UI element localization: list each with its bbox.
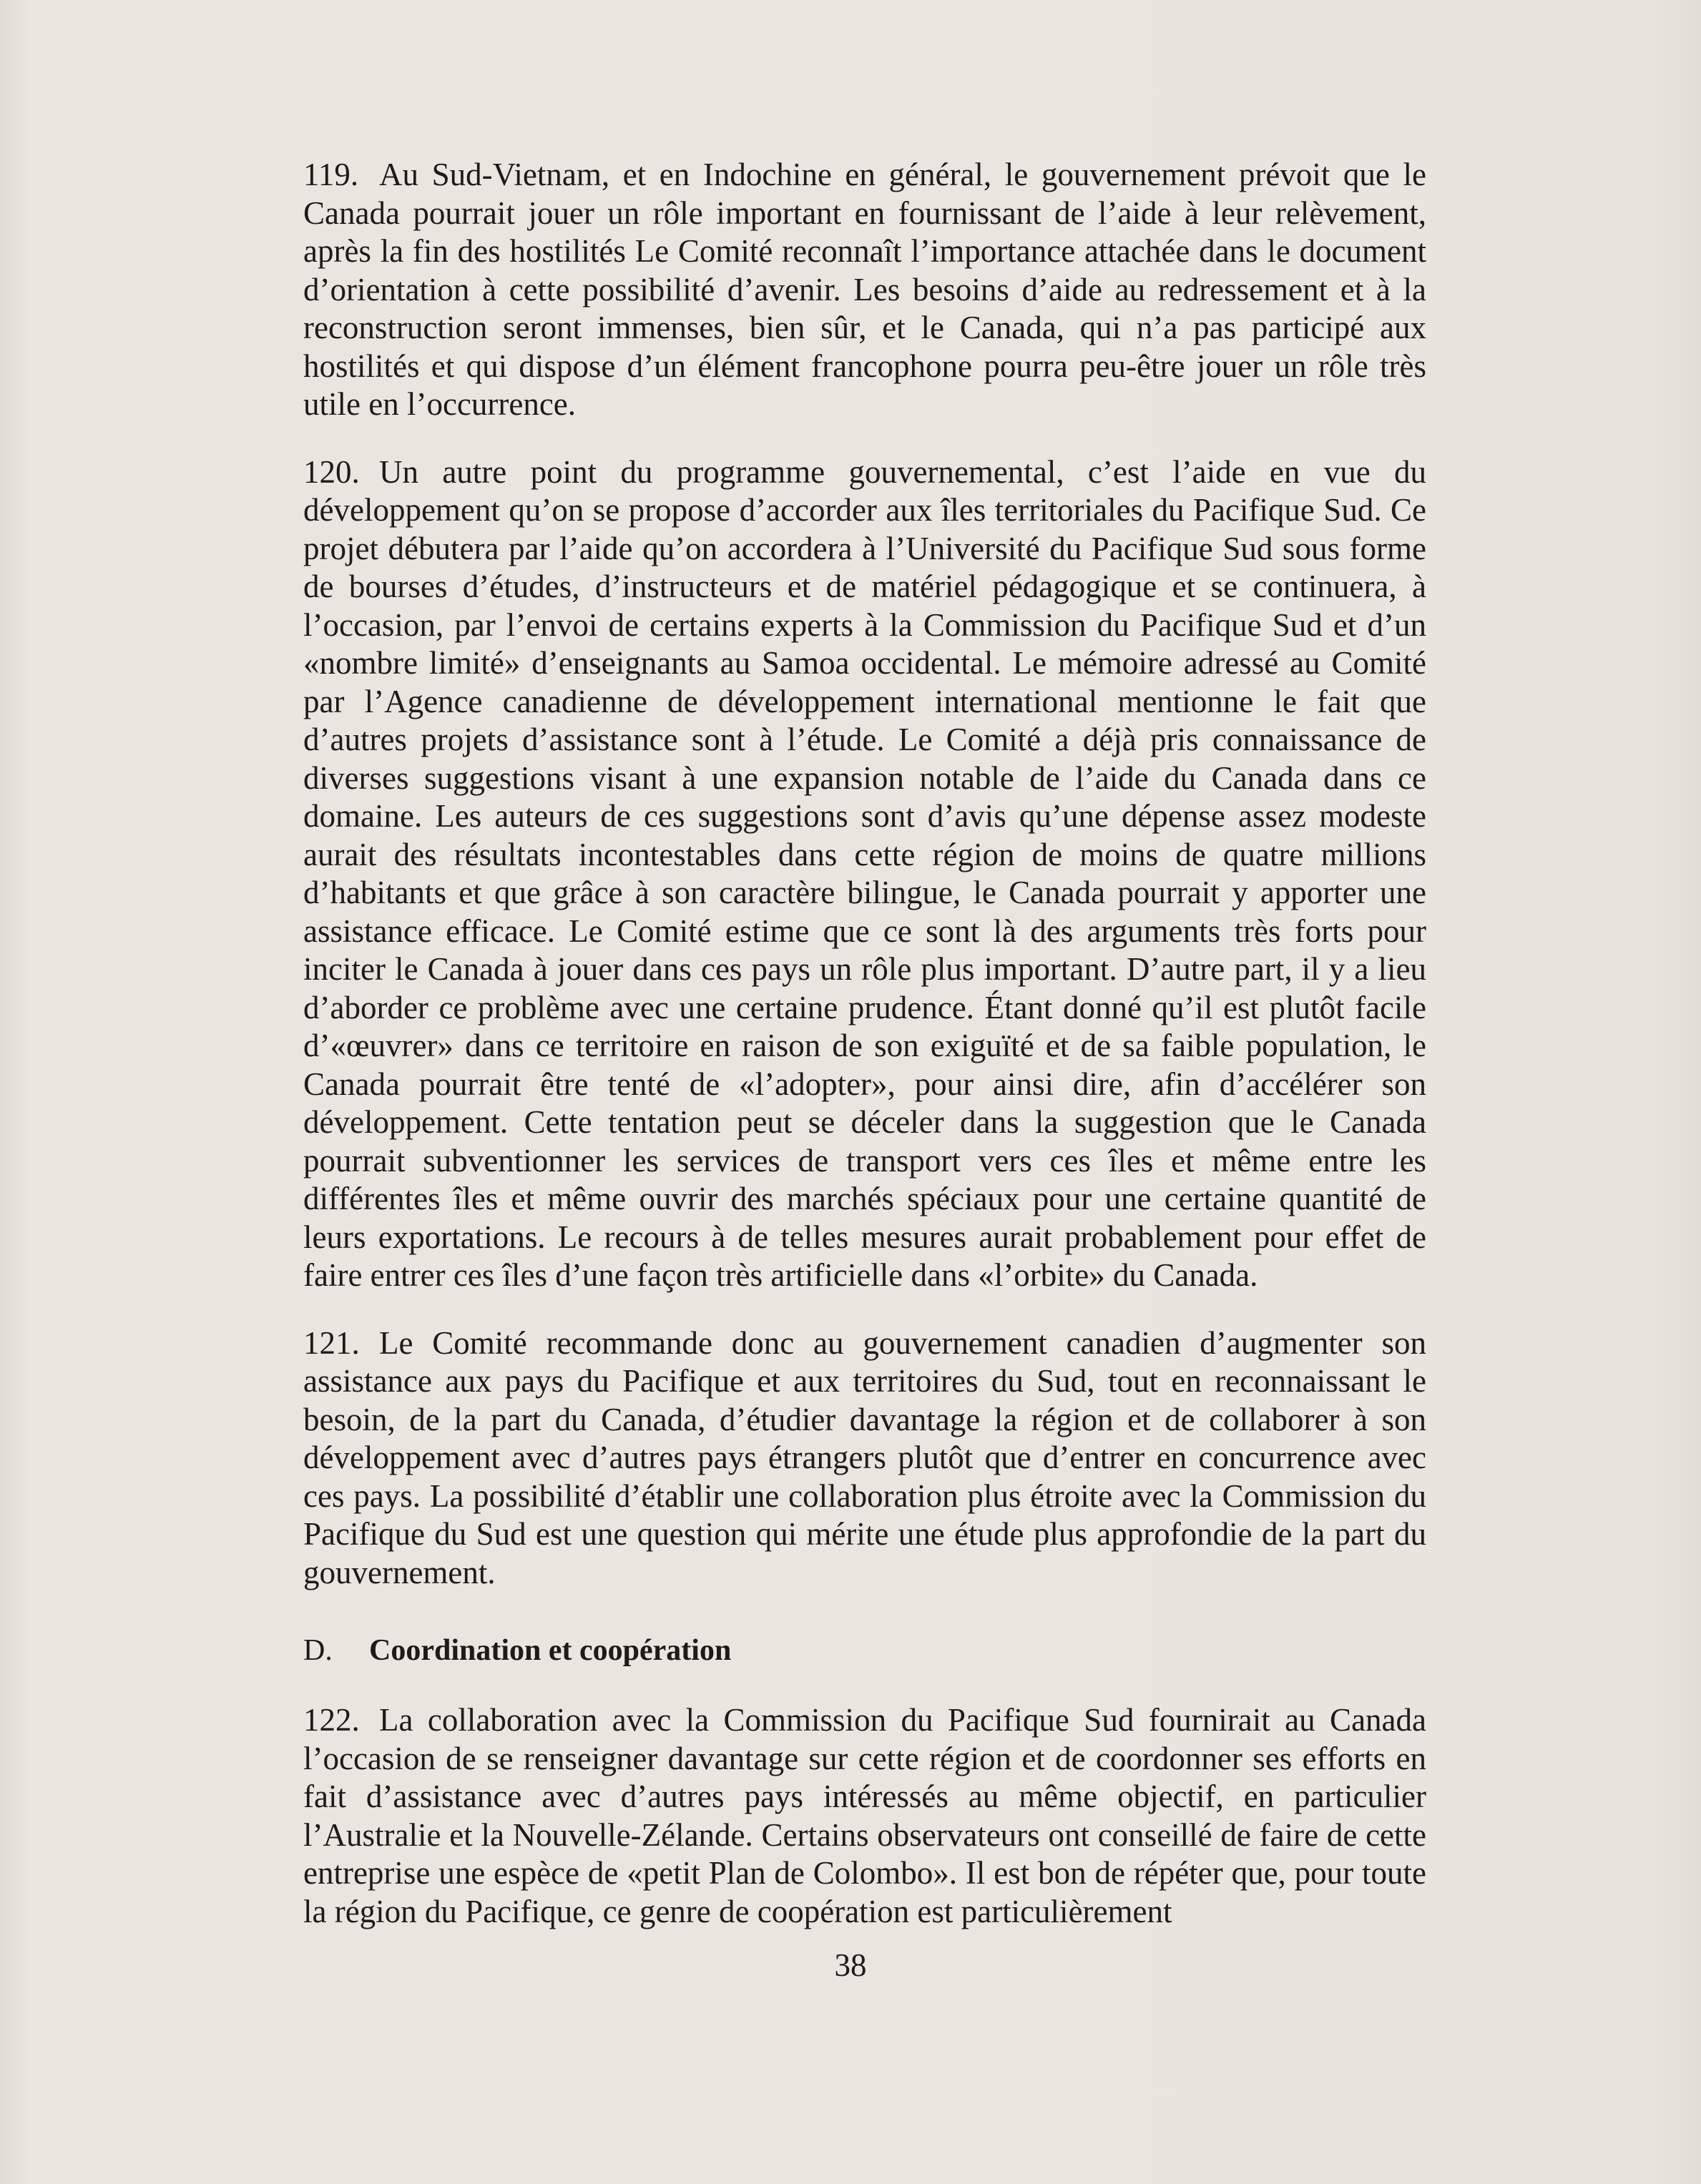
page-number: 38: [834, 1947, 867, 1983]
paragraph-number: 120.: [303, 453, 360, 490]
paragraph-number: 121.: [303, 1324, 360, 1361]
text-column: [303, 156, 1426, 1960]
paragraph-text: Au Sud-Vietnam, et en Indochine en général, le gouvernement prévoit que le Canada pourrait jouer un rôle important en fournissant de l’aide à leur relèvement, après la fin des hostilités Le Comité reconnaît l’importance attachée dans le document d’orientation à cette possibilité d’avenir. Les besoins d’aide au redressement et à la reconstruction seront immenses, bien sûr, et le Canada, qui n’a pas participé aux hostilités et qui dispose d’un élément francophone pourra peu-être jouer un rôle très utile en l’occurrence.: [303, 157, 1426, 422]
paragraph-text: Le Comité recommande donc au gouvernement canadien d’augmenter son assistance aux pays du Pacifique et aux territoires du Sud, tout en reconnaissant le besoin, de la part du Canada, d’étudier davantage la région et de collaborer à son développement avec d’autres pays étrangers plutôt que d’entrer en concurrence avec ces pays. La possibilité d’établir une collaboration plus étroite avec la Commission du Pacifique du Sud est une question qui mérite une étude plus approfondie de la part du gouvernement.: [303, 1324, 1426, 1590]
paragraph-122: [303, 1701, 1426, 1931]
paragraph-119: [303, 156, 1426, 424]
paragraph-121: [303, 1324, 1426, 1593]
section-letter: D.: [303, 1634, 333, 1667]
paragraph-number: 122.: [303, 1702, 360, 1738]
paragraph-text: Un autre point du programme gouvernemental, c’est l’aide en vue du développement qu’on se propose d’accorder aux îles territoriales du Pacifique Sud. Ce projet débutera par l’aide qu’on accordera à l’Université du Pacifique Sud sous forme de bourses d’études, d’instructeurs et de matériel pédagogique et se continuera, à l’occasion, par l’envoi de certains experts à la Commission du Pacifique Sud et d’un «nombre limité» d’enseignants au Samoa occidental. Le mémoire adressé au Comité par l’Agence canadienne de développement international mentionne le fait que d’autres projets d’assistance sont à l’étude. Le Comité a déjà pris connaissance de diverses suggestions visant à une expansion notable de l’aide du Canada dans ce domaine. Les auteurs de ces suggestions sont d’avis qu’une dépense assez modeste aurait des résultats incontestables dans cette région de moins de quatre millions d’habitants et que grâce à son caractère bilingue, le Canada pourrait y apporter une assistance efficace. Le Comité estime que ce sont là des arguments très forts pour inciter le Canada à jouer dans ces pays un rôle plus important. D’autre part, il y a lieu d’aborder ce problème avec une certaine prudence. Étant donné qu’il est plutôt facile d’«œuvrer» dans ce territoire en raison de son exiguïté et de sa faible population, le Canada pourrait être tenté de «l’adopter», pour ainsi dire, afin d’accélérer son développement. Cette tentation peut se déceler dans la suggestion que le Canada pourrait subventionner les services de transport vers ces îles et même entre les différentes îles et même ouvrir des marchés spéciaux pour une certaine quantité de leurs exportations. Le recours à de telles mesures aurait probablement pour effet de faire entrer ces îles d’une façon très artificielle dans «l’orbite» du Canada.: [303, 453, 1426, 1293]
paragraph-text: La collaboration avec la Commission du Pacifique Sud fournirait au Canada l’occasion de se renseigner davantage sur cette région et de coordonner ses efforts en fait d’assistance avec d’autres pays intéressés au même objectif, en particulier l’Australie et la Nouvelle-Zélande. Certains observateurs ont conseillé de faire de cette entreprise une espèce de «petit Plan de Colombo». Il est bon de répéter que, pour toute la région du Pacifique, ce genre de coopération est particulièrement: [303, 1702, 1426, 1929]
section-heading: [303, 1632, 1426, 1670]
paragraph-number: 119.: [303, 157, 359, 192]
paragraph-120: [303, 453, 1426, 1295]
section-title: Coordination et coopération: [369, 1634, 732, 1667]
